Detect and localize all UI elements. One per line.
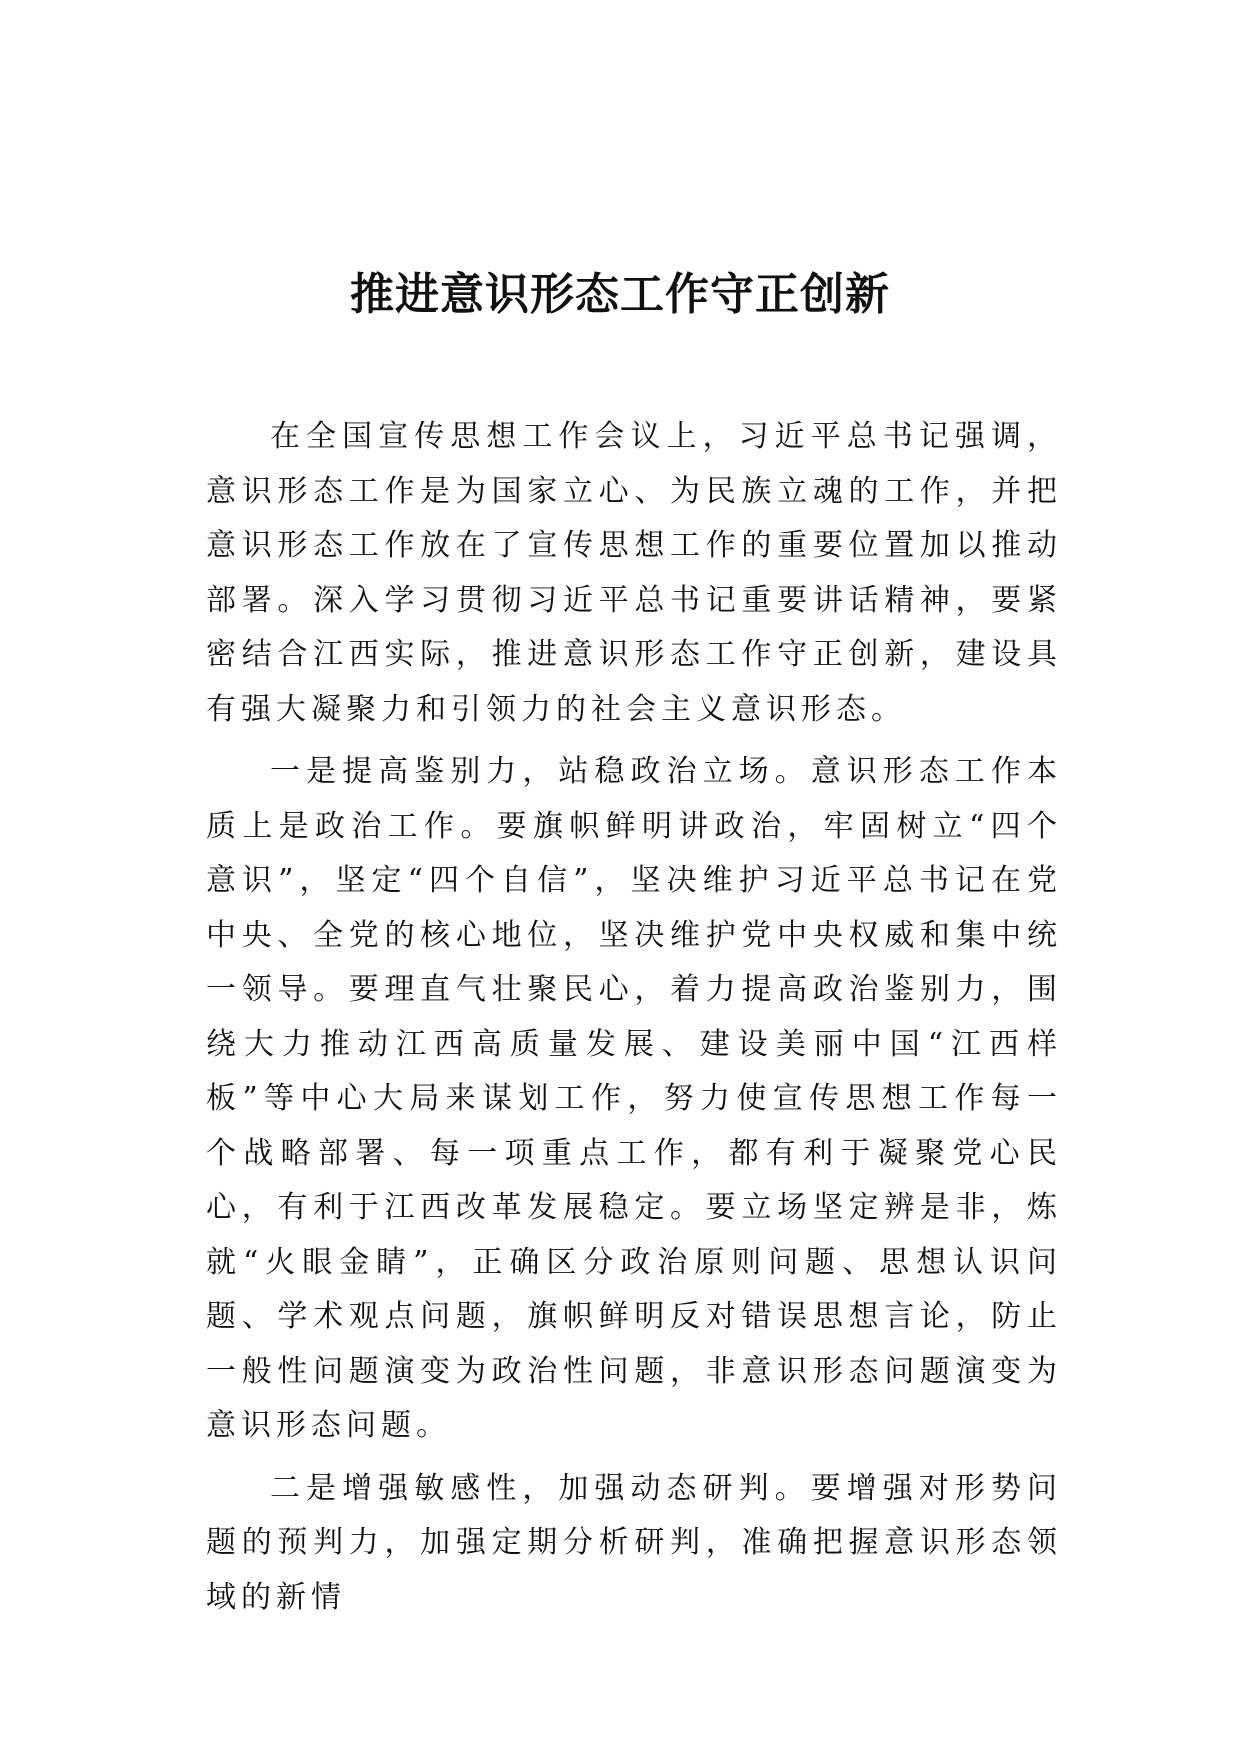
paragraph-point-two: 二是增强敏感性，加强动态研判。要增强对形势问题的预判力，加强定期分析研判，准确把握意识形态领域的新情: [206, 1470, 1062, 1615]
document-body: [206, 410, 1062, 1625]
paragraph-intro: 在全国宣传思想工作会议上，习近平总书记强调，意识形态工作是为国家立心、为民族立魂的工作，并把意识形态工作放在了宣传思想工作的重要位置加以推动部署。深入学习贯彻习近平总书记重要讲话精神，要紧密结合江西实际，推进意识形态工作守正创新，建设具有强大凝聚力和引领力的社会主义意识形态。: [206, 419, 1062, 727]
paragraph-point-one: 一是提高鉴别力，站稳政治立场。意识形态工作本质上是政治工作。要旗帜鲜明讲政治，牢固树立“四个意识”，坚定“四个自信”，坚决维护习近平总书记在党中央、全党的核心地位，坚决维护党中央权威和集中统一领导。要理直气壮聚民心，着力提高政治鉴别力，围绕大力推动江西高质量发展、建设美丽中国“江西样板”等中心大局来谋划工作，努力使宣传思想工作每一个战略部署、每一项重点工作，都有利于凝聚党心民心，有利于江西改革发展稳定。要立场坚定辨是非，炼就“火眼金睛”，正确区分政治原则问题、思想认识问题、学术观点问题，旗帜鲜明反对错误思想言论，防止一般性问题演变为政治性问题，非意识形态问题演变为意识形态问题。: [206, 754, 1062, 1443]
document-title: 推进意识形态工作守正创新: [350, 269, 890, 321]
